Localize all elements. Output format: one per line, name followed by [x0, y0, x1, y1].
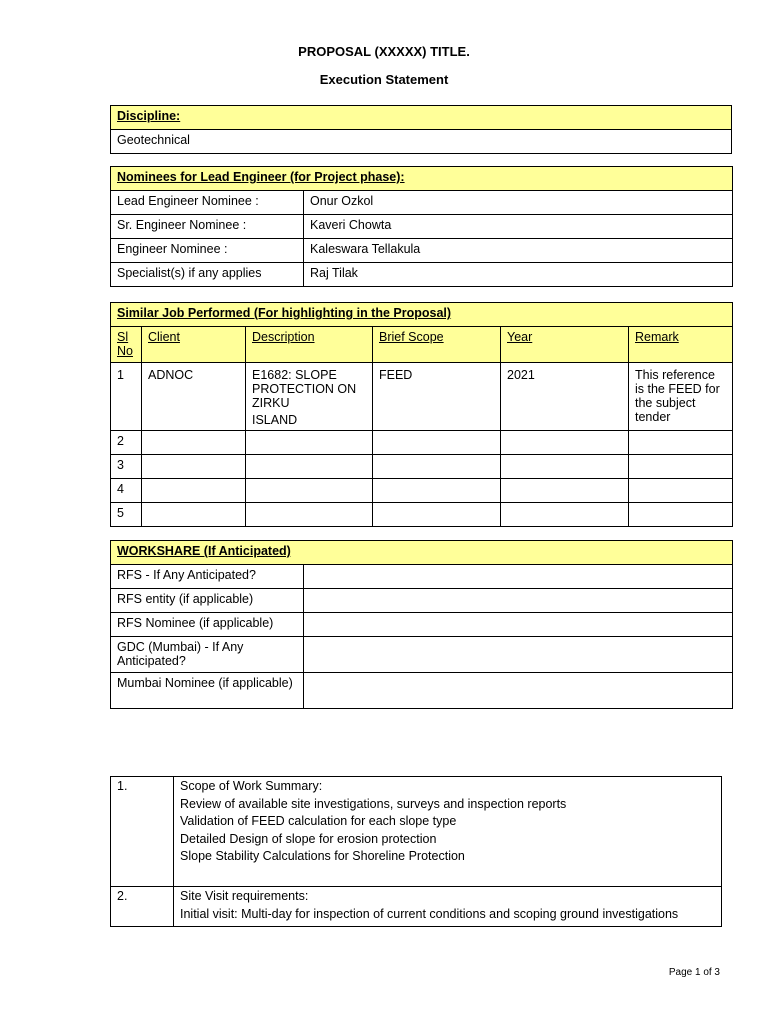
description-line: ISLAND: [252, 413, 298, 427]
table-row: [111, 673, 733, 709]
sl-cell: 1: [111, 363, 142, 431]
table-row: [111, 363, 733, 431]
scope-content: [174, 777, 722, 887]
column-header-brief-scope: Brief Scope: [373, 327, 501, 363]
nominee-value: Raj Tilak: [304, 263, 733, 287]
nominee-label: Specialist(s) if any applies: [111, 263, 304, 287]
scope-line: Review of available site investigations, surveys and inspection reports: [180, 796, 567, 811]
discipline-heading: Discipline:: [111, 106, 732, 130]
workshare-label: RFS entity (if applicable): [111, 589, 304, 613]
column-header-remark: Remark: [629, 327, 733, 363]
workshare-value: [304, 565, 733, 589]
document-subtitle: Execution Statement: [319, 72, 449, 87]
nominee-label: Engineer Nominee :: [111, 239, 304, 263]
workshare-value: [304, 589, 733, 613]
table-row: [111, 215, 733, 239]
column-header-sl-no: Sl No: [111, 327, 142, 363]
column-header-year: Year: [501, 327, 629, 363]
discipline-table: [110, 105, 732, 154]
table-row: [111, 613, 733, 637]
column-header-row: [111, 327, 733, 363]
sl-cell: 4: [111, 479, 142, 503]
table-row: [111, 191, 733, 215]
description-cell: [246, 363, 373, 431]
scope-line: Initial visit: Multi-day for inspection of current conditions and scoping ground investigations: [180, 906, 679, 921]
table-row: [111, 589, 733, 613]
sl-cell: 5: [111, 503, 142, 527]
nominee-label: Sr. Engineer Nominee :: [111, 215, 304, 239]
scope-line: Slope Stability Calculations for Shoreline Protection: [180, 849, 465, 863]
table-row: [111, 479, 733, 503]
table-row: [111, 777, 722, 887]
scope-table: [110, 776, 722, 927]
scope-line: Scope of Work Summary:: [180, 779, 323, 793]
workshare-label: Mumbai Nominee (if applicable): [111, 673, 304, 709]
document-title: PROPOSAL (XXXXX) TITLE.: [298, 44, 470, 59]
sl-cell: 3: [111, 455, 142, 479]
similar-jobs-heading: Similar Job Performed (For highlighting in the Proposal): [111, 303, 733, 327]
workshare-heading: WORKSHARE (If Anticipated): [111, 541, 733, 565]
workshare-label: GDC (Mumbai) - If Any Anticipated?: [111, 637, 304, 673]
nominees-table: [110, 166, 733, 287]
workshare-value: [304, 637, 733, 673]
description-line: E1682: SLOPE PROTECTION ON ZIRKU: [252, 368, 357, 410]
scope-number: 2.: [111, 887, 174, 927]
table-row: [111, 503, 733, 527]
column-header-client: Client: [142, 327, 246, 363]
discipline-value: Geotechnical: [111, 130, 732, 154]
workshare-label: RFS Nominee (if applicable): [111, 613, 304, 637]
client-cell: ADNOC: [142, 363, 246, 431]
scope-cell: FEED: [373, 363, 501, 431]
column-header-description: Description: [246, 327, 373, 363]
nominee-value: Onur Ozkol: [304, 191, 733, 215]
nominee-value: Kaveri Chowta: [304, 215, 733, 239]
sl-cell: 2: [111, 431, 142, 455]
nominee-label: Lead Engineer Nominee :: [111, 191, 304, 215]
year-cell: 2021: [501, 363, 629, 431]
workshare-table: [110, 540, 733, 709]
table-row: [111, 263, 733, 287]
scope-content: [174, 887, 722, 927]
similar-jobs-table: [110, 302, 733, 527]
table-row: [111, 455, 733, 479]
remark-cell: This reference is the FEED for the subject tender: [629, 363, 733, 431]
table-row: [111, 637, 733, 673]
page-number: Page 1 of 3: [668, 967, 720, 978]
scope-line: Site Visit requirements:: [180, 889, 309, 903]
scope-line: Validation of FEED calculation for each slope type: [180, 814, 457, 828]
nominee-value: Kaleswara Tellakula: [304, 239, 733, 263]
table-row: [111, 565, 733, 589]
nominees-heading: Nominees for Lead Engineer (for Project phase):: [111, 167, 733, 191]
scope-number: 1.: [111, 777, 174, 887]
workshare-value: [304, 673, 733, 709]
scope-line: Detailed Design of slope for erosion protection: [180, 831, 437, 846]
workshare-value: [304, 613, 733, 637]
table-row: [111, 239, 733, 263]
workshare-label: RFS - If Any Anticipated?: [111, 565, 304, 589]
table-row: [111, 431, 733, 455]
table-row: [111, 887, 722, 927]
